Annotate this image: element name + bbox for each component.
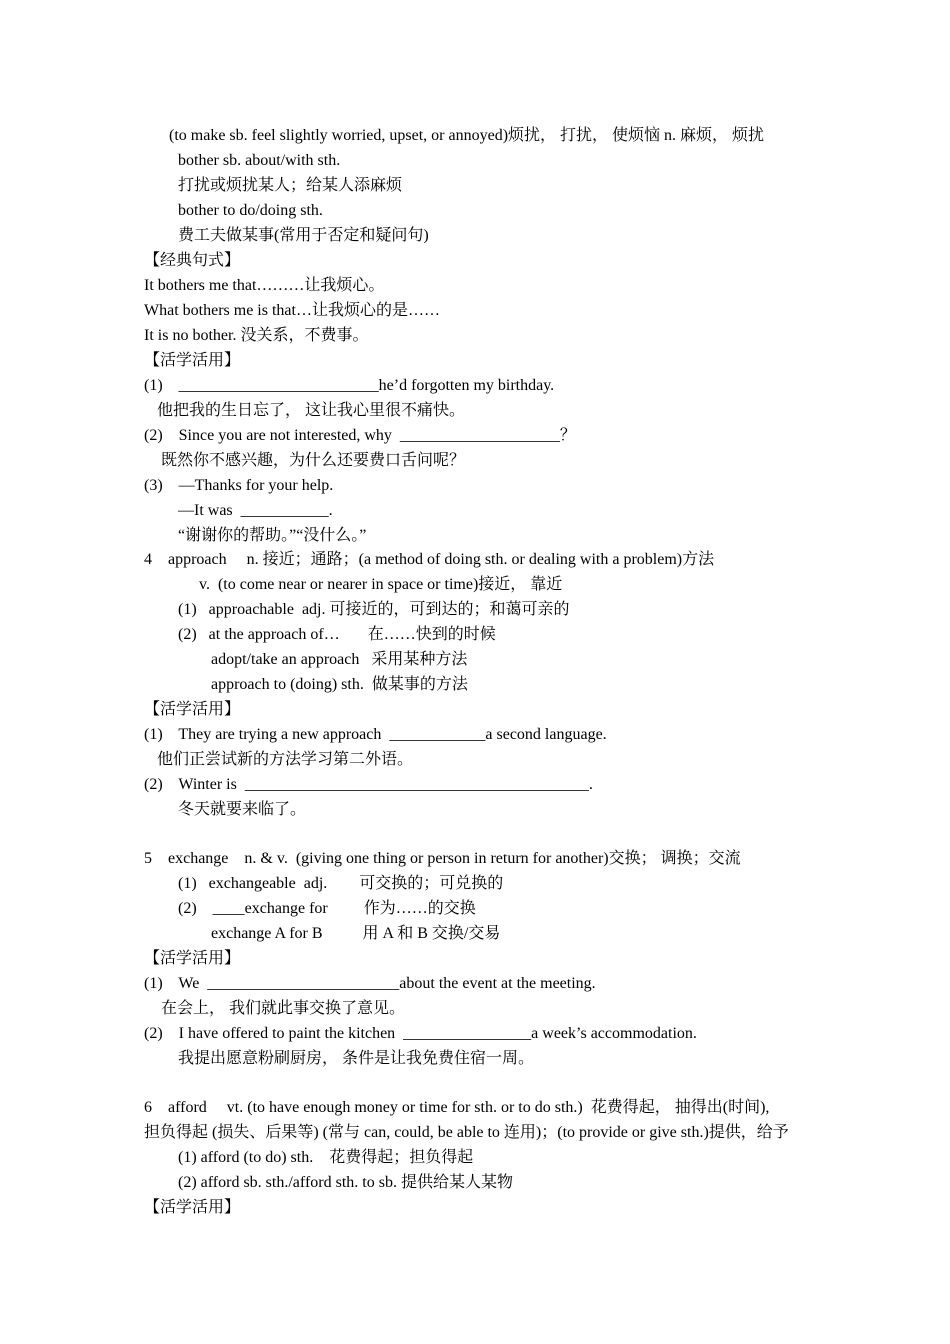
exercise-line: (3) —Thanks for your help. [144,477,334,494]
section-heading-practice: 【活学活用】 [144,701,241,718]
phrase-bother-about-meaning: 打扰或烦扰某人；给某人添麻烦 [178,177,403,194]
section-heading-practice: 【活学活用】 [144,950,241,967]
section-heading-practice: 【活学活用】 [144,352,241,369]
entry-afford: 6 afford vt. (to have enough money or time for sth. or to do sth.) 花费得起， 抽得出(时间), [144,1099,770,1116]
usage-line: exchange A for B 用 A 和 B 交换/交易 [211,925,501,942]
exercise-line: (1) _________________________he’d forgotten my birthday. [144,377,555,394]
exercise-translation: 既然你不感兴趣，为什么还要费口舌问呢？ [161,452,466,469]
exercise-line: (2) Winter is ___________________________________________. [144,776,593,793]
exercise-translation: 在会上， 我们就此事交换了意见。 [161,1000,406,1017]
usage-line: (2) at the approach of… 在……快到的时候 [178,626,496,643]
exercise-line: —It was ___________. [178,502,333,519]
entry-approach-verb: v. (to come near or nearer in space or time)接近， 靠近 [199,576,563,593]
section-heading-classic-patterns: 【经典句式】 [144,252,241,269]
exercise-line: (1) We ________________________about the event at the meeting. [144,975,596,992]
usage-line: (1) exchangeable adj. 可交换的；可兑换的 [178,875,504,892]
usage-line: (1) afford (to do) sth. 花费得起；担负得起 [178,1149,474,1166]
usage-line: (2) ____exchange for 作为……的交换 [178,900,476,917]
pattern-line: It is no bother. 没关系，不费事。 [144,327,369,344]
entry-approach: 4 approach n. 接近；通路；(a method of doing sth. or dealing with a problem)方法 [144,551,715,568]
pattern-line: It bothers me that………让我烦心。 [144,277,385,294]
exercise-translation: 我提出愿意粉刷厨房， 条件是让我免费住宿一周。 [178,1050,535,1067]
usage-line: (1) approachable adj. 可接近的，可到达的；和蔼可亲的 [178,601,570,618]
usage-line: adopt/take an approach 采用某种方法 [211,651,468,668]
usage-line: (2) afford sb. sth./afford sth. to sb. 提供给某人某物 [178,1174,513,1191]
exercise-translation: 冬天就要来临了。 [178,801,307,818]
phrase-bother-to-do: bother to do/doing sth. [178,202,323,219]
exercise-line: (2) Since you are not interested, why ____________________？ [144,427,576,444]
bother-definition: (to make sb. feel slightly worried, upset, or annoyed)烦扰， 打扰， 使烦恼 n. 麻烦， 烦扰 [169,127,765,144]
exercise-translation: “谢谢你的帮助。”“没什么。” [178,527,367,544]
exercise-translation: 他把我的生日忘了， 这让我心里很不痛快。 [157,402,466,419]
exercise-line: (2) I have offered to paint the kitchen ________________a week’s accommodation. [144,1025,697,1042]
exercise-translation: 他们正尝试新的方法学习第二外语。 [157,751,414,768]
usage-line: approach to (doing) sth. 做某事的方法 [211,676,468,693]
phrase-bother-about: bother sb. about/with sth. [178,152,341,169]
section-heading-practice: 【活学活用】 [144,1199,241,1216]
entry-afford-continued: 担负得起 (损失、后果等) (常与 can, could, be able to 连用)；(to provide or give sth.)提供，给予 [144,1124,789,1141]
entry-exchange: 5 exchange n. & v. (giving one thing or person in return for another)交换； 调换；交流 [144,850,741,867]
phrase-bother-to-do-meaning: 费工夫做某事(常用于否定和疑问句) [178,227,429,244]
pattern-line: What bothers me is that…让我烦心的是…… [144,302,440,319]
exercise-line: (1) They are trying a new approach ____________a second language. [144,726,607,743]
